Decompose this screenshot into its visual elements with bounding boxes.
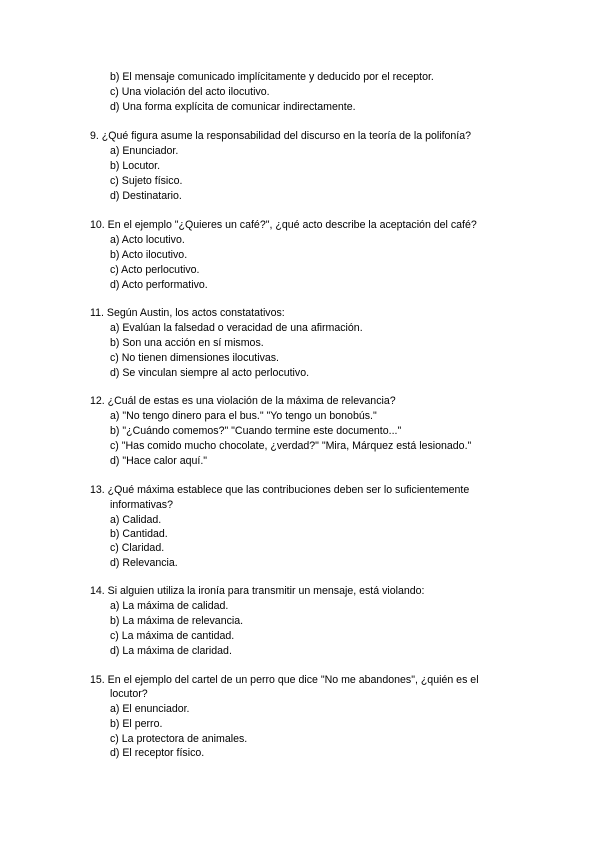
question-10-stem: 10. En el ejemplo "¿Quieres un café?", ¿qué acto describe la aceptación del café? xyxy=(90,219,477,231)
option: d) Acto performativo. xyxy=(110,279,208,291)
option: c) No tienen dimensiones ilocutivas. xyxy=(110,352,279,364)
option: b) Locutor. xyxy=(110,160,161,172)
question-14-stem: 14. Si alguien utiliza la ironía para transmitir un mensaje, está violando: xyxy=(90,585,425,597)
option: d) La máxima de claridad. xyxy=(110,645,232,657)
question-15-stem: 15. En el ejemplo del cartel de un perro que dice "No me abandones", ¿quién es el xyxy=(90,674,479,686)
option: c) "Has comido mucho chocolate, ¿verdad?" "Mira, Márquez está lesionado." xyxy=(110,440,472,452)
option: d) El receptor físico. xyxy=(110,747,205,759)
option: d) Destinatario. xyxy=(110,190,182,202)
option: a) La máxima de calidad. xyxy=(110,600,229,612)
option: a) Acto locutivo. xyxy=(110,234,185,246)
option: b) El mensaje comunicado implícitamente y deducido por el receptor. xyxy=(110,71,434,83)
option: c) Acto perlocutivo. xyxy=(110,264,200,276)
option: b) La máxima de relevancia. xyxy=(110,615,244,627)
option: c) La protectora de animales. xyxy=(110,733,248,745)
option: c) Claridad. xyxy=(110,542,165,554)
option: a) Enunciador. xyxy=(110,145,179,157)
option: b) Cantidad. xyxy=(110,528,168,540)
question-13-stem: 13. ¿Qué máxima establece que las contribuciones deben ser lo suficientemente xyxy=(90,484,470,496)
option: d) Una forma explícita de comunicar indirectamente. xyxy=(110,101,356,113)
option: a) Calidad. xyxy=(110,514,162,526)
option: a) Evalúan la falsedad o veracidad de una afirmación. xyxy=(110,322,363,334)
question-11-stem: 11. Según Austin, los actos constatativos: xyxy=(90,307,285,319)
option: d) Relevancia. xyxy=(110,557,178,569)
question-15-stem-continued: locutor? xyxy=(110,688,148,700)
option: d) Se vinculan siempre al acto perlocutivo. xyxy=(110,367,310,379)
option: c) Una violación del acto ilocutivo. xyxy=(110,86,270,98)
option: b) El perro. xyxy=(110,718,163,730)
option: c) La máxima de cantidad. xyxy=(110,630,235,642)
option: c) Sujeto físico. xyxy=(110,175,183,187)
option: b) "¿Cuándo comemos?" "Cuando termine este documento..." xyxy=(110,425,402,437)
option: b) Acto ilocutivo. xyxy=(110,249,188,261)
option: a) El enunciador. xyxy=(110,703,190,715)
option: a) "No tengo dinero para el bus." "Yo tengo un bonobús." xyxy=(110,410,377,422)
question-9-stem: 9. ¿Qué figura asume la responsabilidad del discurso en la teoría de la polifonía? xyxy=(90,130,472,142)
option: b) Son una acción en sí mismos. xyxy=(110,337,264,349)
option: d) "Hace calor aquí." xyxy=(110,455,208,467)
question-12-stem: 12. ¿Cuál de estas es una violación de la máxima de relevancia? xyxy=(90,395,396,407)
question-13-stem-continued: informativas? xyxy=(110,499,173,511)
